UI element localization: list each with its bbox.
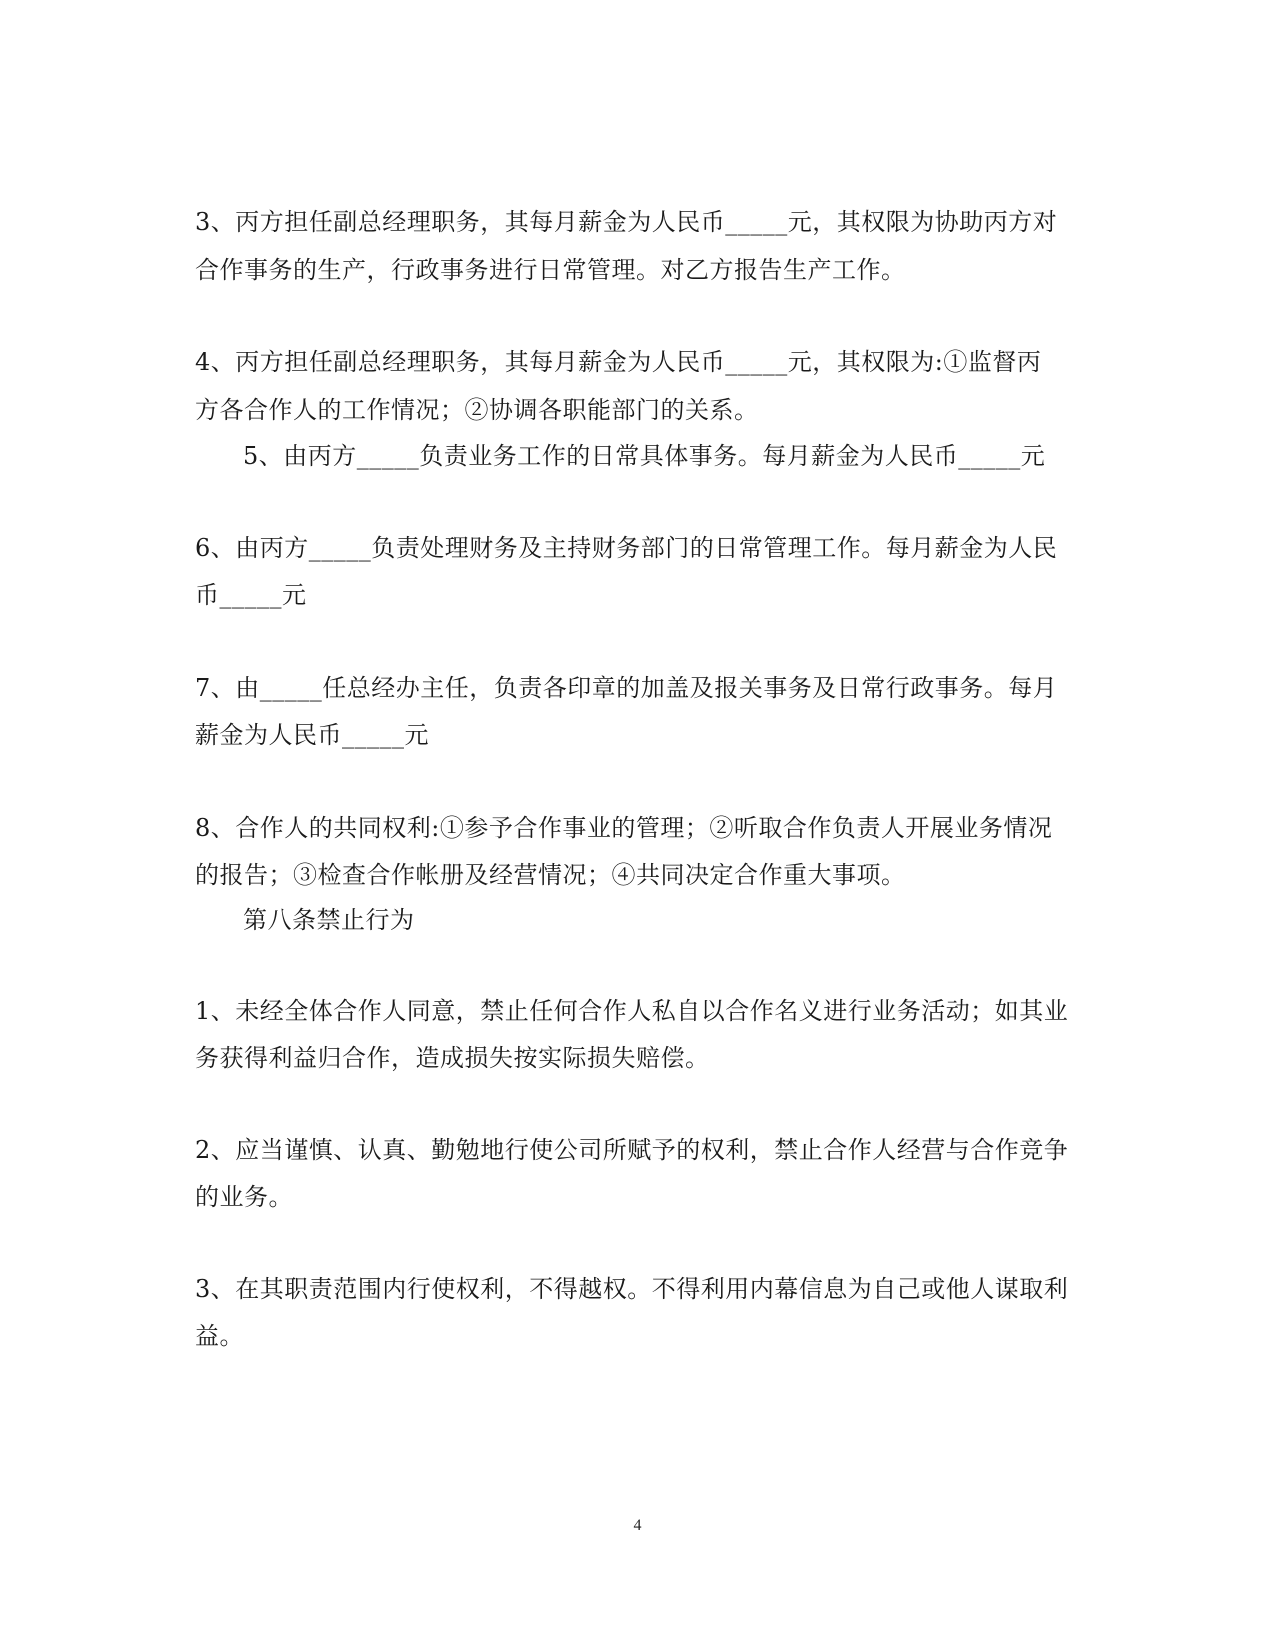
text-line: 6、由丙方_____负责处理财务及主持财务部门的日常管理工作。每月薪金为人民 xyxy=(195,534,1058,562)
text-line: 8、合作人的共同权利:①参予合作事业的管理；②听取合作负责人开展业务情况 xyxy=(195,814,1053,842)
text-line: 薪金为人民币_____元 xyxy=(195,721,429,749)
text-line: 益。 xyxy=(195,1322,244,1350)
text-line: 的业务。 xyxy=(195,1183,293,1211)
text-line: 4、丙方担任副总经理职务，其每月薪金为人民币_____元，其权限为:①监督丙 xyxy=(195,348,1042,376)
page-number: 4 xyxy=(633,1517,642,1534)
text-line: 3、在其职责范围内行使权利，不得越权。不得利用内幕信息为自己或他人谋取利 xyxy=(195,1275,1069,1303)
text-line: 币_____元 xyxy=(195,581,307,609)
text-line: 合作事务的生产，行政事务进行日常管理。对乙方报告生产工作。 xyxy=(195,256,906,284)
text-line: 2、应当谨慎、认真、勤勉地行使公司所赋予的权利，禁止合作人经营与合作竞争 xyxy=(195,1136,1069,1164)
section-heading: 第八条禁止行为 xyxy=(243,906,415,934)
text-line: 的报告；③检查合作帐册及经营情况；④共同决定合作重大事项。 xyxy=(195,861,906,889)
text-line: 方各合作人的工作情况；②协调各职能部门的关系。 xyxy=(195,396,759,424)
text-line: 3、丙方担任副总经理职务，其每月薪金为人民币_____元，其权限为协助丙方对 xyxy=(195,208,1058,236)
text-line: 5、由丙方_____负责业务工作的日常具体事务。每月薪金为人民币_____元 xyxy=(243,442,1046,470)
text-line: 7、由_____任总经办主任，负责各印章的加盖及报关事务及日常行政事务。每月 xyxy=(195,674,1058,702)
text-line: 务获得利益归合作，造成损失按实际损失赔偿。 xyxy=(195,1044,710,1072)
text-line: 1、未经全体合作人同意，禁止任何合作人私自以合作名义进行业务活动；如其业 xyxy=(195,997,1069,1025)
